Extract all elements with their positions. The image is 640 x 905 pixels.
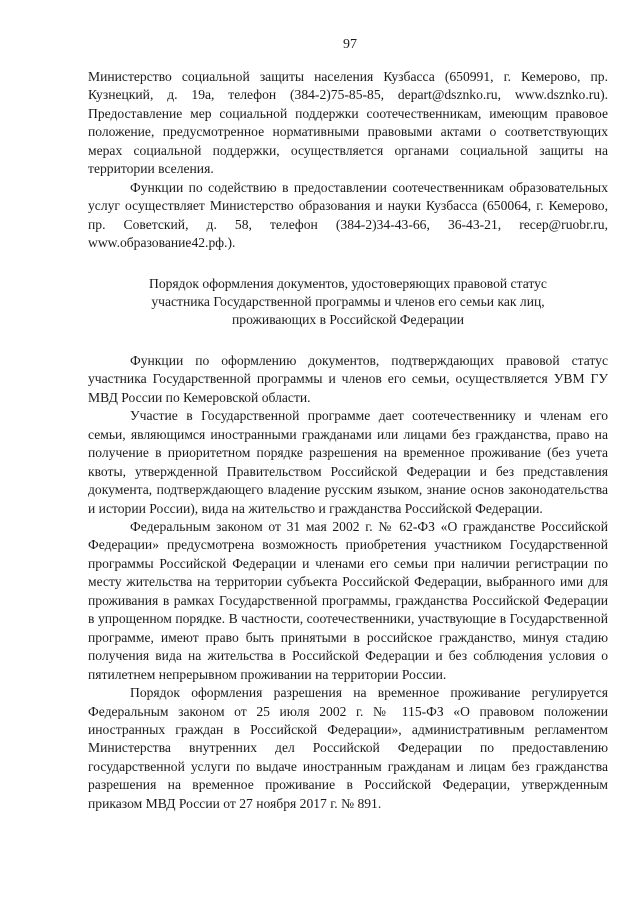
top-section [88, 68, 608, 253]
heading-line: участника Государственной программы и членов его семьи как лиц, [151, 293, 545, 309]
document-page [88, 36, 608, 813]
heading-line: проживающих в Российской Федерации [232, 312, 464, 328]
paragraph-document-functions: Функции по оформлению документов, подтверждающих правовой статус участника Государственной программы и членов его семьи, осуществляется УВМ ГУ МВД России по Кемеровской области. [88, 352, 608, 405]
heading-line: Порядок оформления документов, удостоверяющих правовой статус [149, 275, 547, 291]
paragraph-ministry-social-protection: Министерство социальной защиты населения Кузбасса (650991, г. Кемерово, пр. Кузнецкий, д. 19а, телефон (384-2)75-85-85, depart@dsznko.ru, www.dsznko.ru). Предоставление мер социальной поддержки соотечественникам, имеющим правовое положение, предусмотренное нормативными правовыми актами о соответствующих мерах социальной поддержки, осуществляется органами социальной защиты на территории вселения. [88, 69, 608, 177]
section-heading [88, 275, 608, 330]
page-number: 97 [343, 37, 357, 52]
paragraph-program-participation: Участие в Государственной программе дает соотечественнику и членам его семьи, являющимся иностранными гражданами или лицами без гражданства, право на получение в приоритетном порядке разрешения на временное проживание (без учета квоты, утвержденной Правительством Российской Федерации и без представления документа, подтверждающего владение русским языком, знание основ законодательства и истории России), вида на жительство и гражданства Российской Федерации. [88, 408, 608, 516]
paragraph-temporary-residence: Порядок оформления разрешения на временное проживание регулируется Федеральным законом от 25 июля 2002 г. № 115-ФЗ «О правовом положении иностранных граждан в Российской Федерации», административным регламентом Министерства внутренних дел Российской Федерации по предоставлению государственной услуги по выдаче иностранным гражданам и лицам без гражданства разрешения на временное проживание в Российской Федерации, утвержденным приказом МВД России от 27 ноября 2017 г. № 891. [88, 685, 608, 811]
bottom-section [88, 352, 608, 813]
paragraph-citizenship-law: Федеральным законом от 31 мая 2002 г. № 62-ФЗ «О гражданстве Российской Федерации» предусмотрена возможность приобретения участником Государственной программы Российской Федерации и членами его семьи при наличии регистрации по месту жительства на территории субъекта Российской Федерации, выбранного ими для проживания в рамках Государственной программы, гражданства Российской Федерации в упрощенном порядке. В частности, соотечественники, участвующие в Государственной программе, имеют право быть принятыми в российское гражданство, минуя стадию получения вида на жительства в Российской Федерации и без соблюдения условия о пятилетнем непрерывном проживании на территории России. [88, 518, 608, 682]
paragraph-ministry-education: Функции по содействию в предоставлении соотечественникам образовательных услуг осуществляет Министерство образования и науки Кузбасса (650064, г. Кемерово, пр. Советский, д. 58, телефон (384-2)34-43-66, 36-43-21, recep@ruobr.ru, www.образование42.рф.). [88, 179, 608, 251]
